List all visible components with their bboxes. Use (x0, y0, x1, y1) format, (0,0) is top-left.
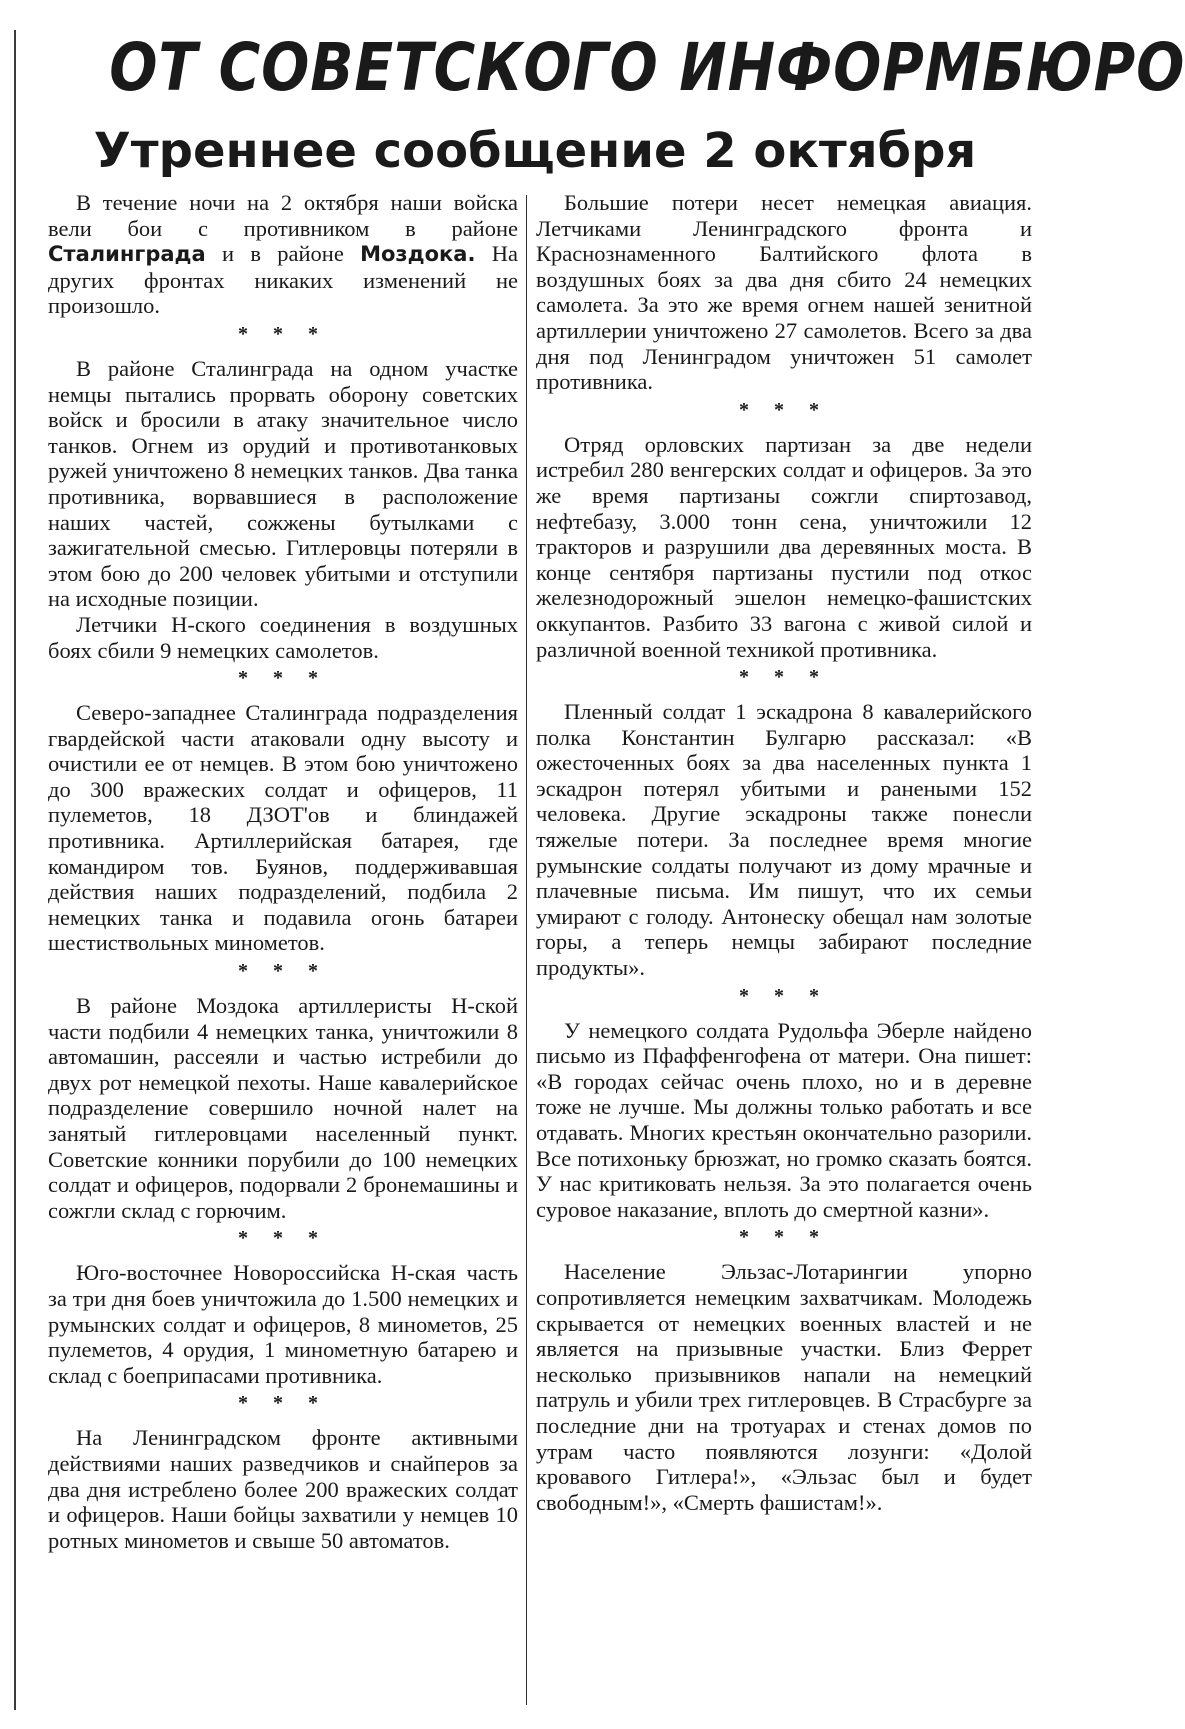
paragraph-text: В течение ночи на 2 октября наши войска вели бои с противником в районе (48, 190, 518, 241)
article-paragraph: В районе Сталинграда на одном участке немцы пытались прорвать оборону советских войск и бросили в атаку значительное число танков. Огнем из орудий и противотанковых ружей уничтожено 8 немецких танков. Два танка противника, ворвавшиеся в расположение наших частей, сожжены бутылками с зажигательной смесью. Гитлеровцы потеряли в этом бою до 200 человек убитыми и отступили на исходные позиции. (48, 355, 518, 612)
section-separator: * * * (238, 322, 328, 345)
right-column (536, 190, 1032, 1515)
article-paragraph: Отряд орловских партизан за две недели истребил 280 венгерских солдат и офицеров. За это же время партизаны сожгли спиртозавод, нефтебазу, 3.000 тонн сена, уничтожили 12 тракторов и разрушили два деревянных моста. В конце сентября партизаны пустили под откос железнодорожный эшелон немецко-фашистских оккупантов. Разбито 33 вагона с живой силой и различной военной техникой противника. (536, 431, 1032, 662)
left-column (48, 190, 518, 1553)
article-paragraph: Юго-восточнее Новороссийска Н-ская часть за три дня боев уничтожила до 1.500 немецких и румынских солдат и офицеров, 8 минометов, 25 пулеметов, 4 орудия, 1 минометную батарею и склад с боеприпасами противника. (48, 1260, 518, 1388)
paragraph-text: и в районе (205, 241, 361, 267)
section-separator: * * * (238, 1392, 328, 1415)
section-separator: * * * (739, 984, 829, 1007)
section-separator: * * * (238, 1227, 328, 1250)
section-separator: * * * (739, 1226, 829, 1249)
subheadline: Утреннее сообщение 2 октября (93, 123, 977, 179)
place-name-stalingrad: Сталинграда (48, 242, 206, 267)
article-paragraph: Большие потери несет немецкая авиация. Летчиками Ленинградского фронта и Краснознаменного Балтийского флота в воздушных боях за два дня сбито 24 немецких самолета. За это же время огнем нашей зенитной артиллерии уничтожено 27 самолетов. Всего за два дня под Ленинградом уничтожен 51 самолет противника. (536, 190, 1032, 395)
paragraph-text: На других фронтах никаких изменений не произошло. (48, 241, 518, 319)
article-paragraph: На Ленинградском фронте активными действиями наших разведчиков и снайперов за два дня истреблено более 200 вражеских солдат и офицеров. Наши бойцы захватили у немцев 10 ротных минометов и свыше 50 автоматов. (48, 1425, 518, 1553)
article-paragraph: Население Эльзас-Лотарингии упорно сопротивляется немецким захватчикам. Молодежь скрывается от немецких военных властей и не является на призывные участки. Близ Феррет несколько призывников напали на немецкий патруль и убили трех гитлеровцев. В Страсбурге за последние дни на тротуарах и стенах домов по утрам часто появляются лозунги: «Долой кровавого Гитлера!», «Эльзас был и будет свободным!», «Смерть фашистам!». (536, 1259, 1032, 1515)
column-divider (526, 195, 527, 1705)
article-paragraph (48, 190, 518, 319)
place-name-mozdok: Моздока. (360, 242, 476, 267)
section-separator: * * * (238, 667, 328, 690)
section-separator: * * * (739, 666, 829, 689)
article-paragraph: В районе Моздока артиллеристы Н-ской части подбили 4 немецких танка, уничтожили 8 автомашин, рассеяли и частью истребили до двух рот немецкой пехоты. Наше кавалерийское подразделение совершило ночной налет на занятый гитлеровцами населенный пункт. Советские конники порубили до 100 немецких солдат и офицеров, подорвали 2 бронемашины и сожгли склад с горючим. (48, 993, 518, 1223)
article-paragraph: Летчики Н-ского соединения в воздушных боях сбили 9 немецких самолетов. (48, 611, 518, 663)
section-separator: * * * (238, 960, 328, 983)
article-paragraph: Северо-западнее Сталинграда подразделения гвардейской части атаковали одну высоту и очистили ее от немцев. В этом бою уничтожено до 300 вражеских солдат и офицеров, 11 пулеметов, 18 ДЗОТ'ов и блиндажей противника. Артиллерийская батарея, где командиром тов. Буянов, поддерживавшая действия наших подразделений, подбила 2 немецких танка и подавила огонь батареи шестиствольных минометов. (48, 700, 518, 956)
left-margin-rule (14, 30, 16, 1710)
section-separator: * * * (739, 398, 829, 421)
headline: ОТ СОВЕТСКОГО ИНФОРМБЮРО (109, 29, 1185, 106)
article-paragraph: У немецкого солдата Рудольфа Эберле найдено письмо из Пфаффенгофена от матери. Она пишет: «В городах сейчас очень плохо, но и в деревне тоже не лучше. Мы должны только работать и все отдавать. Многих крестьян окончательно разорили. Все потихоньку брюзжат, но громко сказать боятся. У нас критиковать нельзя. За это полагается очень суровое наказание, вплоть до смертной казни». (536, 1017, 1032, 1222)
article-paragraph: Пленный солдат 1 эскадрона 8 кавалерийского полка Константин Булгарю рассказал: «В ожесточенных боях за два населенных пункта 1 эскадрон потерял убитыми и ранеными 152 человека. Другие эскадроны также понесли тяжелые потери. За последнее время многие румынские солдаты получают из дому мрачные и плачевные письма. Им пишут, что их семьи умирают с голоду. Антонеску обещал нам золотые горы, а теперь немцы забирают последние продукты». (536, 699, 1032, 981)
